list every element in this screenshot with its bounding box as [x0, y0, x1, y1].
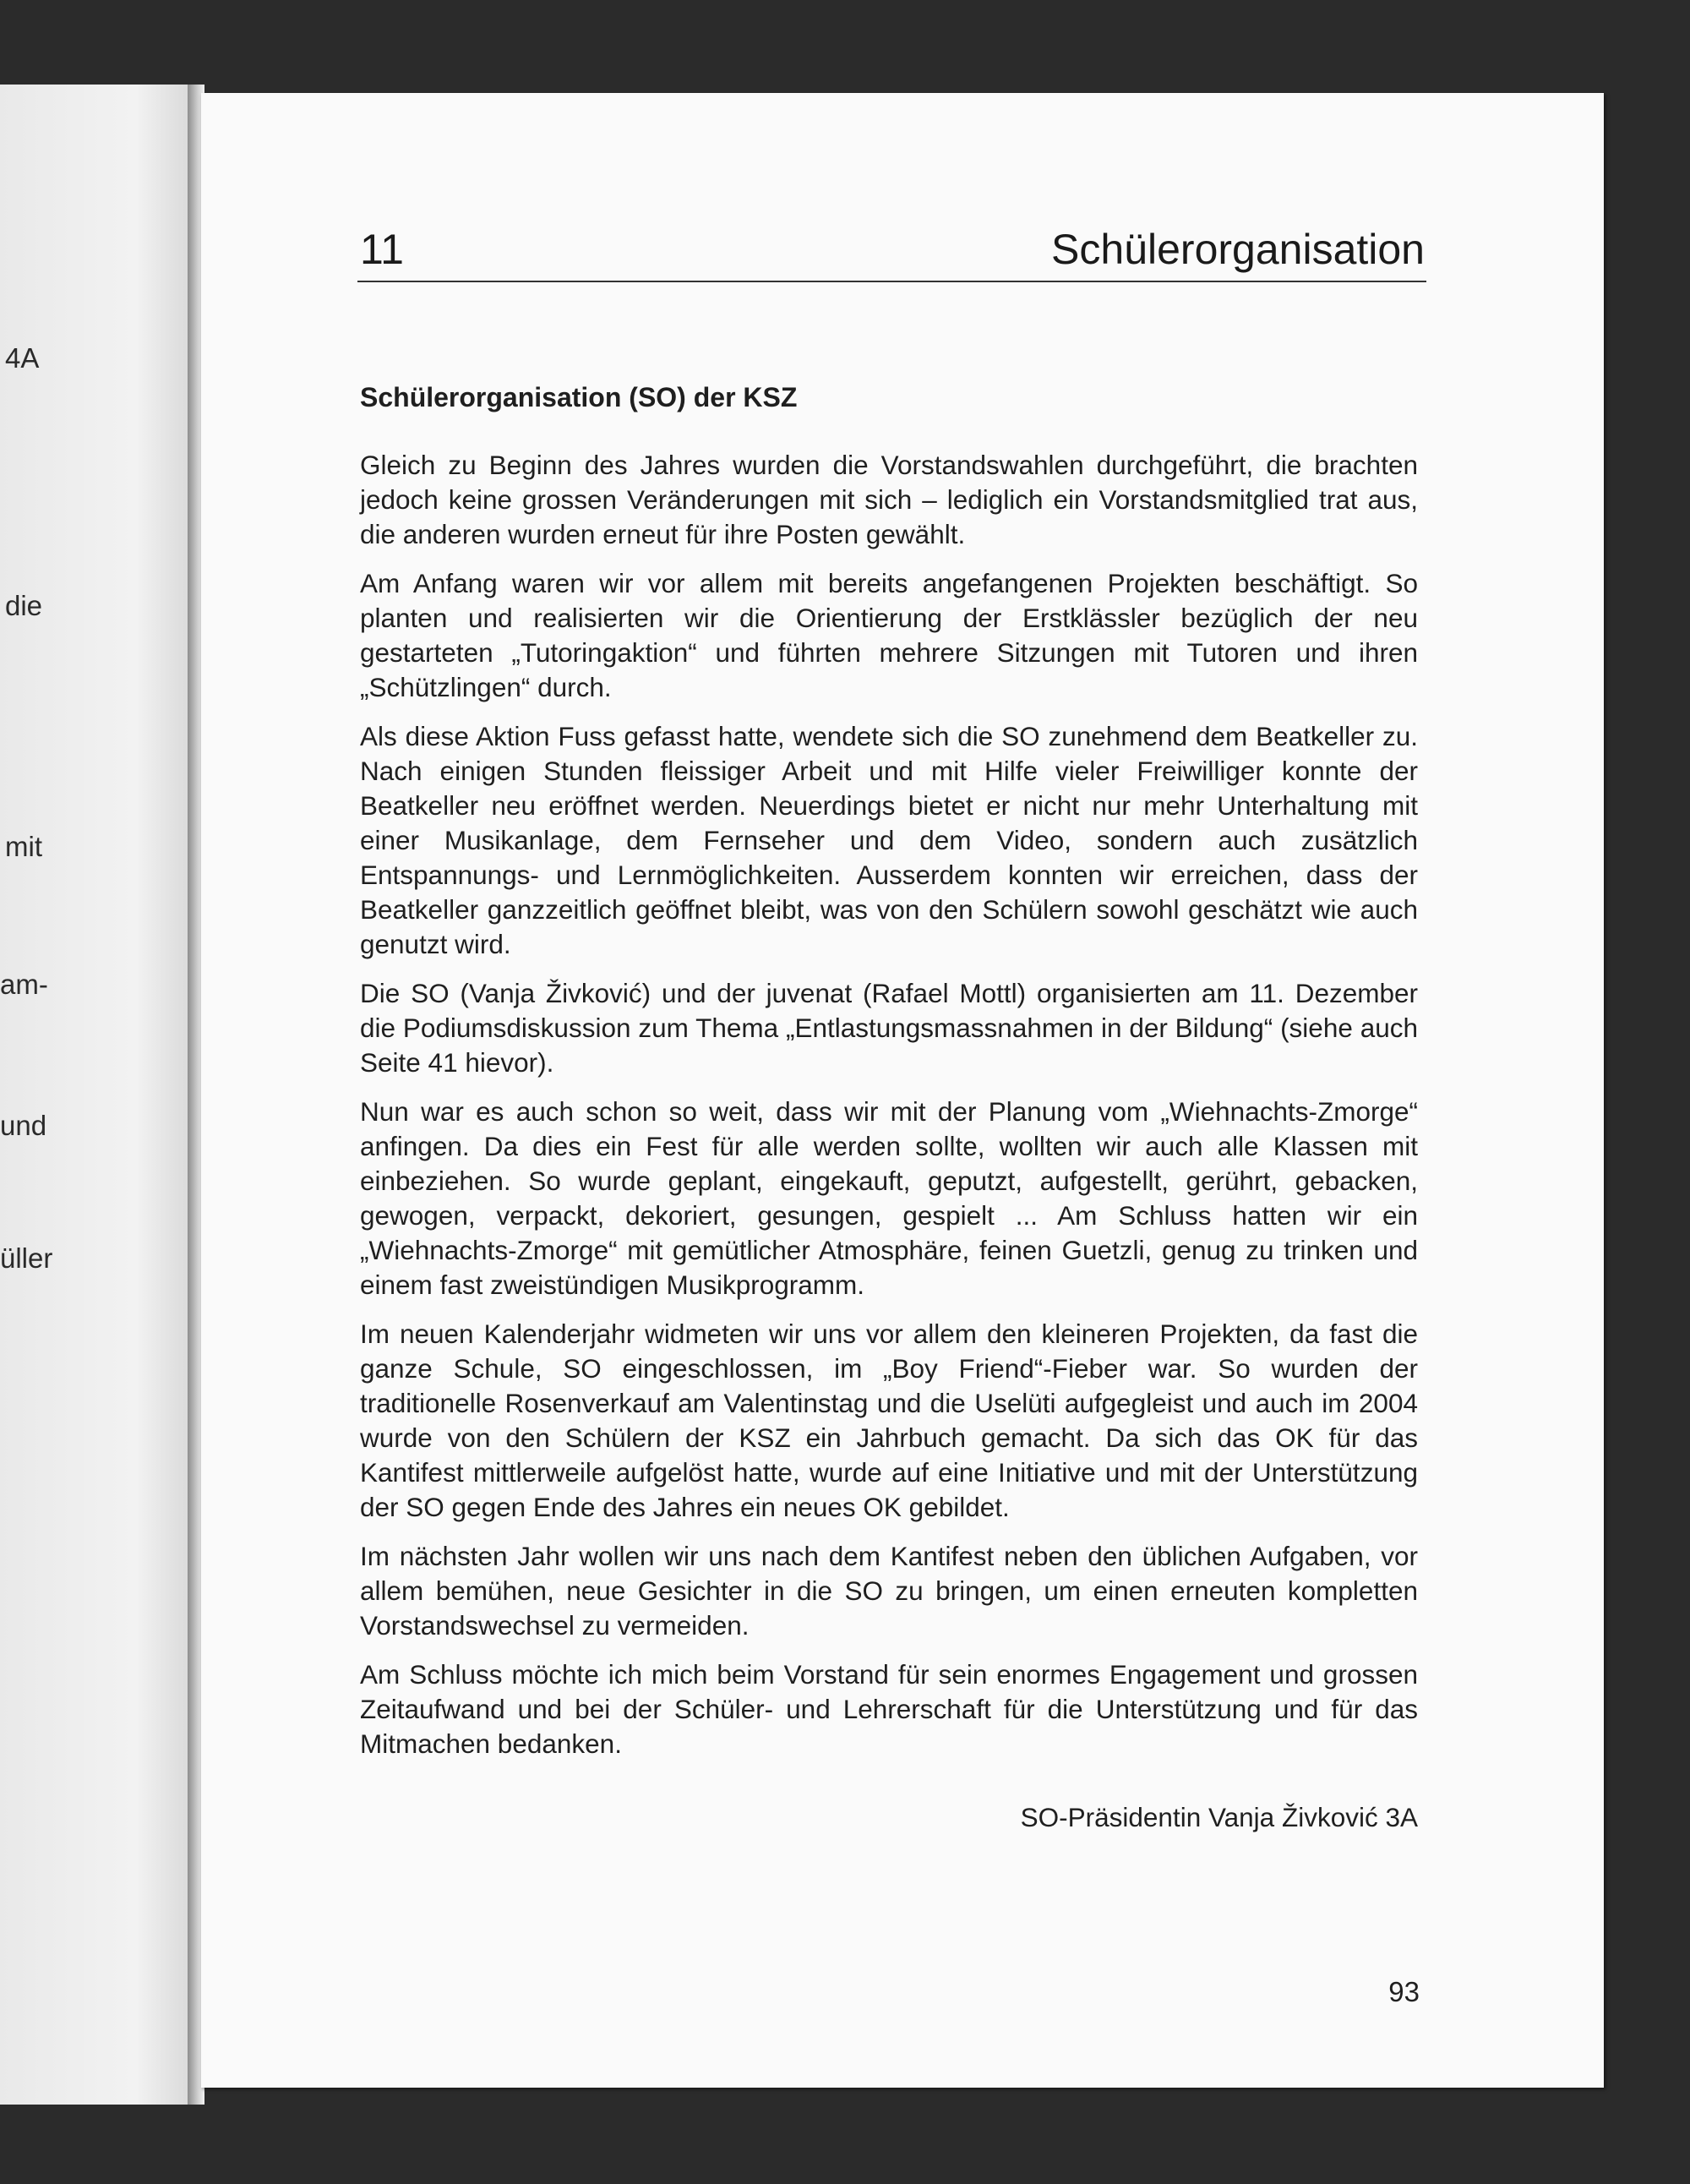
- left-page: [0, 85, 194, 2105]
- paragraph: Im neuen Kalenderjahr widmeten wir uns vor allem den kleineren Projekten, da fast die ganze Schule, SO eingeschlossen, im „Boy Friend“-Fieber war. So wurden der traditionelle Rosenverkauf am Valentinstag und die Uselüti aufgegleist und auch im 2004 wurde von den Schülern der KSZ ein Jahrbuch gemacht. Da sich das OK für das Kantifest mittlerweile aufgelöst hatte, wurde auf eine Initiative und mit der Unterstützung der SO gegen Ende des Jahres ein neues OK gebildet.: [360, 1319, 1418, 1522]
- paragraph: Am Schluss möchte ich mich beim Vorstand für sein enormes Engagement und grossen Zeitaufwand und bei der Schüler- und Lehrerschaft für die Unterstützung und für das Mitmachen bedanken.: [360, 1659, 1418, 1759]
- right-page: [201, 93, 1604, 2088]
- left-page-fragment: am-: [0, 969, 48, 1000]
- chapter-title: Schülerorganisation: [1051, 226, 1425, 273]
- page-number: 93: [1388, 1976, 1420, 2007]
- chapter-number: 11: [360, 226, 404, 273]
- left-page-fragment: mit: [5, 831, 42, 862]
- left-page-fragment: die: [5, 590, 43, 621]
- paragraph: Die SO (Vanja Živković) und der juvenat (Rafael Mottl) organisierten am 11. Dezember die Podiumsdiskussion zum Thema „Entlastungsmassnahmen in der Bildung“ (siehe auch Seite 41 hievor).: [360, 978, 1418, 1078]
- left-page-fragment: und: [0, 1110, 47, 1141]
- signature: SO-Präsidentin Vanja Živković 3A: [1020, 1802, 1418, 1832]
- paragraph: Im nächsten Jahr wollen wir uns nach dem Kantifest neben den üblichen Aufgaben, vor allem bemühen, neue Gesichter in die SO zu bringen, um einen erneuten kompletten Vorstandswechsel zu vermeiden.: [360, 1541, 1418, 1641]
- paragraph: Am Anfang waren wir vor allem mit bereits angefangenen Projekten beschäftigt. So planten und realisierten wir die Orientierung der Erstklässler bezüglich der neu gestarteten „Tutoringaktion“ und führten mehrere Sitzungen mit Tutoren und ihren „Schützlingen“ durch.: [360, 568, 1418, 702]
- left-page-fragment: üller: [0, 1242, 53, 1274]
- paragraph: Gleich zu Beginn des Jahres wurden die Vorstandswahlen durchgeführt, die brachten jedoch keine grossen Veränderungen mit sich – lediglich ein Vorstandsmitglied trat aus, die anderen wurden erneut für ihre Posten gewählt.: [360, 450, 1418, 549]
- article: [360, 380, 1418, 1835]
- page-header: [357, 228, 1426, 282]
- left-page-fragment: 4A: [5, 342, 40, 374]
- paragraph: Als diese Aktion Fuss gefasst hatte, wendete sich die SO zunehmend dem Beatkeller zu. Nach einigen Stunden fleissiger Arbeit und mit Hilfe vieler Freiwilliger konnte der Beatkeller neu eröffnet werden. Neuerdings bietet er nicht nur mehr Unterhaltung mit einer Musikanlage, dem Fernseher und dem Video, sondern auch zusätzlich Entspannungs- und Lernmöglichkeiten. Ausserdem konnten wir erreichen, dass der Beatkeller ganzzeitlich geöffnet bleibt, was von den Schülern sowohl geschätzt wie auch genutzt wird.: [360, 721, 1418, 959]
- section-heading: Schülerorganisation (SO) der KSZ: [360, 382, 798, 412]
- paragraph: Nun war es auch schon so weit, dass wir mit der Planung vom „Wiehnachts-Zmorge“ anfingen. Da dies ein Fest für alle werden sollte, wollten wir auch alle Klassen mit einbeziehen. So wurde geplant, eingekauft, geputzt, aufgestellt, gerührt, gebacken, gewogen, verpackt, dekoriert, gesungen, gespielt ... Am Schluss hatten wir ein „Wiehnachts-Zmorge“ mit gemütlicher Atmosphäre, feinen Guetzli, genug zu trinken und einem fast zweistündigen Musikprogramm.: [360, 1096, 1418, 1300]
